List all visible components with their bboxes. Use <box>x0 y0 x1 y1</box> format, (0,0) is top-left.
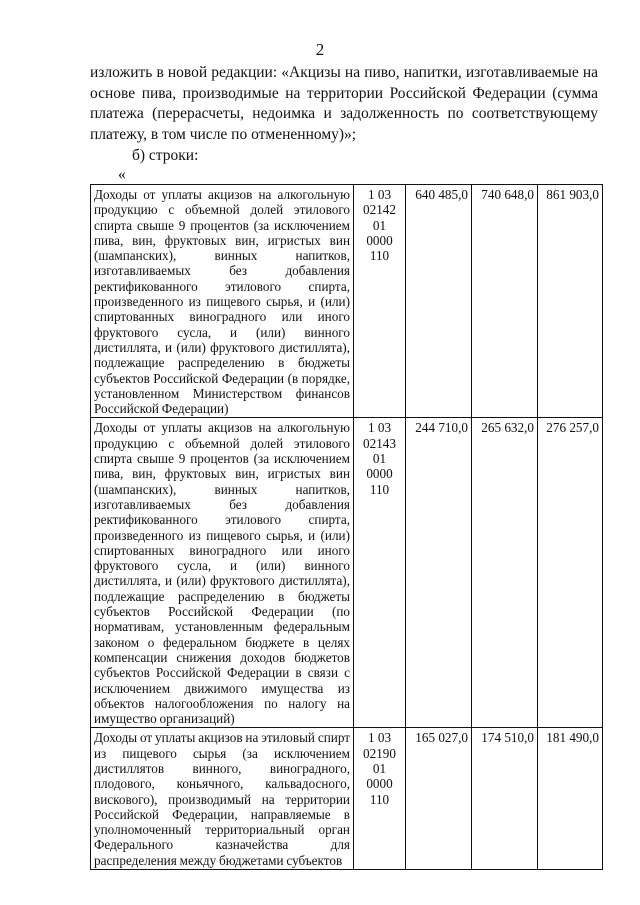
row-description: Доходы от уплаты акцизов на алкогольную продукцию с объемной долей этилового спирта свыше 9 процентов (за исключением пива, вин, фруктовых вин, игристых вин (шампанских), винных напитков, изготавливаемых без добавления ректификованного этилового спирта, произведенного из пищевого сырья, и (или) спиртованных виноградного или иного фруктового сусла, и (или) винного дистиллята, и (или) фруктового дистиллята), подлежащие распределению в бюджеты субъектов Российской Федерации (в порядке, установленном Министерством финансов Российской Федерации) <box>91 185 354 418</box>
amount-year-1: 165 027,0 <box>406 728 472 870</box>
intro-paragraph: изложить в новой редакции: «Акцизы на пиво, напитки, изготавливаемые на основе пива, производимые на территории Российской Федерации (сумма платежа (перерасчеты, недоимка и задолженность по соответствующему платежу, в том числе по отмененному)»; <box>90 64 598 143</box>
budget-classification-code: 1 03 02143 01 0000 110 <box>354 418 406 728</box>
amount-year-3: 861 903,0 <box>538 185 603 418</box>
amount-year-3: 181 490,0 <box>538 728 603 870</box>
amount-year-2: 174 510,0 <box>472 728 538 870</box>
page-number: 2 <box>315 40 325 59</box>
amount-year-2: 740 648,0 <box>472 185 538 418</box>
row-description: Доходы от уплаты акцизов на этиловый спирт из пищевого сырья (за исключением дистиллятов винного, виноградного, плодового, коньячного, кальвадосного, вискового), производимый на территории Российской Федерации, направляемые в уполномоченный территориальный орган Федерального казначейства для распределения между бюджетами субъектов <box>91 728 354 870</box>
budget-classification-code: 1 03 02190 01 0000 110 <box>354 728 406 870</box>
table-row <box>91 185 603 418</box>
amount-year-3: 276 257,0 <box>538 418 603 728</box>
row-description: Доходы от уплаты акцизов на алкогольную продукцию с объемной долей этилового спирта свыше 9 процентов (за исключением пива, вин, фруктовых вин, игристых вин (шампанских), винных напитков, изготавливаемых без добавления ректификованного этилового спирта, произведенного из пищевого сырья, и (или) спиртованных виноградного или иного фруктового сусла, и (или) винного дистиллята, и (или) фруктового дистиллята), подлежащие распределению в бюджеты субъектов Российской Федерации (по нормативам, установленным федеральным законом о федеральном бюджете в целях компенсации снижения доходов бюджетов субъектов Российской Федерации в связи с исключением движимого имущества из объектов налогообложения по налогу на имущество организаций) <box>91 418 354 728</box>
table-row <box>91 418 603 728</box>
subsection-label: б) строки: <box>132 147 199 164</box>
table-row <box>91 728 603 870</box>
budget-classification-code: 1 03 02142 01 0000 110 <box>354 185 406 418</box>
amount-year-1: 244 710,0 <box>406 418 472 728</box>
amount-year-2: 265 632,0 <box>472 418 538 728</box>
amount-year-1: 640 485,0 <box>406 185 472 418</box>
revenue-table <box>90 184 603 870</box>
opening-quote: « <box>118 166 126 183</box>
